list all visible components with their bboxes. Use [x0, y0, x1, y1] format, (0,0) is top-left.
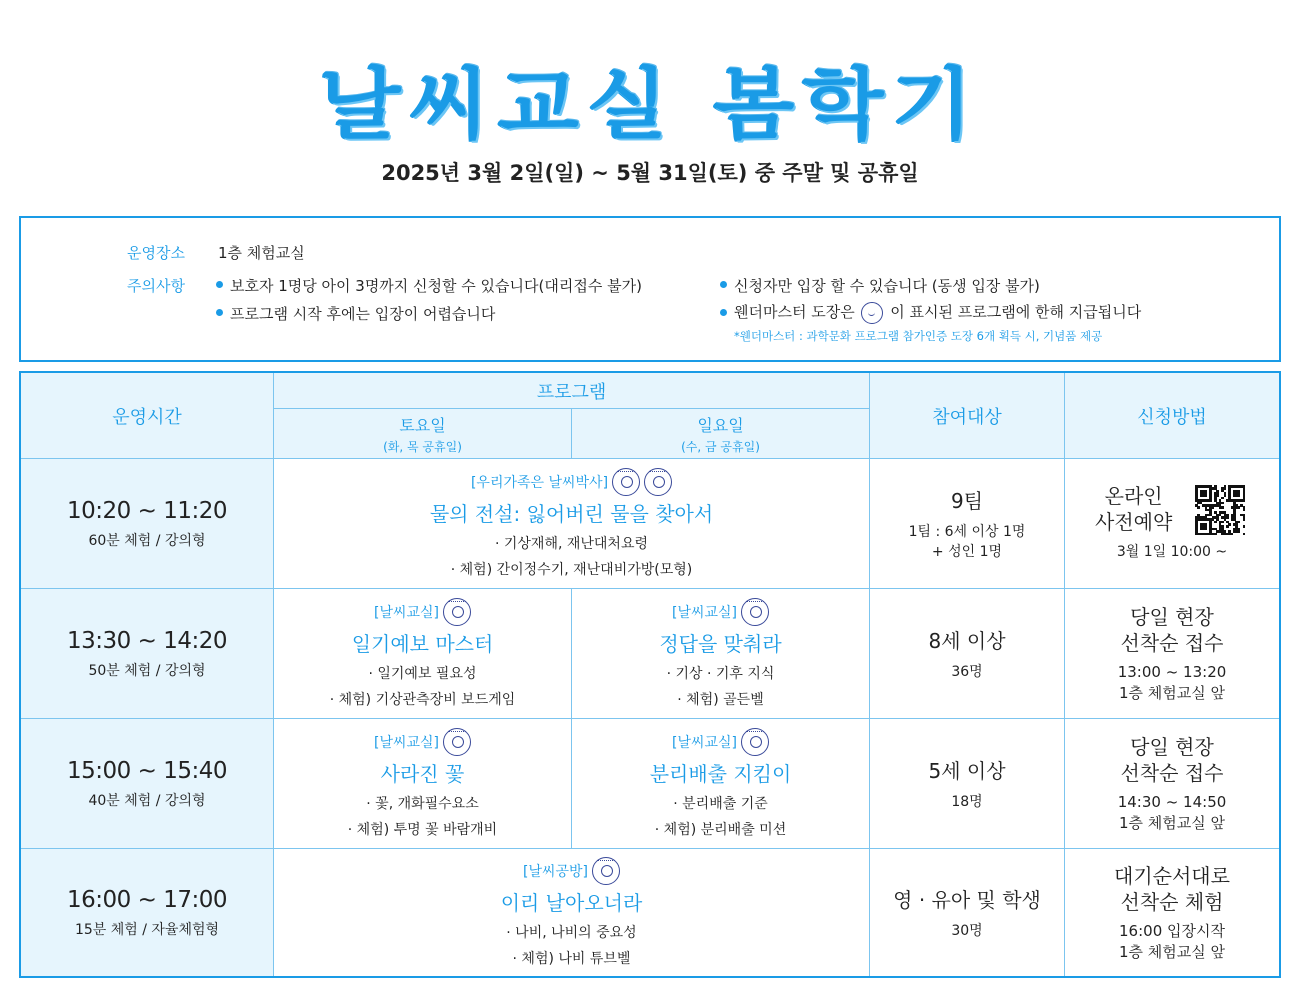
schedule-table — [19, 371, 1281, 978]
notice-note: *웬더마스터 : 과학문화 프로그램 참가인증 도장 6개 획득 시, 기념품 제공 — [734, 329, 1103, 343]
location-label: 운영장소 — [127, 244, 185, 262]
row2-method: 당일 현장 선착순 접수 13:00 ~ 13:20 1층 체험교실 앞 — [1065, 589, 1279, 719]
row1-time: 10:20 ~ 11:20 60분 체험 / 강의형 — [21, 459, 274, 589]
row2-time: 13:30 ~ 14:20 50분 체험 / 강의형 — [21, 589, 274, 719]
stamp-icon — [443, 728, 471, 756]
page-title: 날씨교실 봄학기 — [319, 59, 981, 150]
row3-saturday: [날씨교실] 사라진 꽃 · 꽃, 개화필수요소 · 체험) 투명 꽃 바람개비 — [274, 719, 572, 849]
header-sunday: 일요일 (수, 금 공휴일) — [572, 409, 870, 459]
row2-target: 8세 이상 36명 — [870, 589, 1065, 719]
bullet-icon — [216, 281, 223, 288]
row3-target: 5세 이상 18명 — [870, 719, 1065, 849]
stamp-icon — [612, 468, 640, 496]
notice-4-b: 이 표시된 프로그램에 한해 지급됩니다 — [890, 303, 1142, 321]
row2-sunday: [날씨교실] 정답을 맞춰라 · 기상 · 기후 지식 · 체험) 골든벨 — [572, 589, 870, 719]
row3-sunday: [날씨교실] 분리배출 지킴이 · 분리배출 기준 · 체험) 분리배출 미션 — [572, 719, 870, 849]
row1-program: [우리가족은 날씨박사] 물의 전설: 잃어버린 물을 찾아서 · 기상재해, 재난대처요령 · 체험) 간이정수기, 재난대비가방(모형) — [274, 459, 870, 589]
location-value: 1층 체험교실 — [218, 244, 305, 262]
header-saturday: 토요일 (화, 목 공휴일) — [274, 409, 572, 459]
qr-code-icon[interactable] — [1195, 485, 1245, 535]
row4-method: 대기순서대로 선착순 체험 16:00 입장시작 1층 체험교실 앞 — [1114, 863, 1230, 961]
stamp-icon — [741, 598, 769, 626]
stamp-icon — [861, 302, 883, 324]
page-subtitle: 2025년 3월 2일(일) ~ 5월 31일(토) 중 주말 및 공휴일 — [381, 161, 919, 185]
row1-target: 9팀 1팀 : 6세 이상 1명 + 성인 1명 — [870, 459, 1065, 589]
row1-method: 온라인 사전예약 3월 1일 10:00 ~ — [1065, 459, 1279, 589]
stamp-icon — [443, 598, 471, 626]
header-method: 신청방법 — [1065, 373, 1279, 459]
bullet-icon — [720, 281, 727, 288]
row3-time: 15:00 ~ 15:40 40분 체험 / 강의형 — [21, 719, 274, 849]
notice-4 — [734, 301, 1141, 324]
notice-2: 프로그램 시작 후에는 입장이 어렵습니다 — [230, 305, 496, 323]
notice-1: 보호자 1명당 아이 3명까지 신청할 수 있습니다(대리접수 불가) — [230, 277, 642, 295]
row4-target: 영 · 유아 및 학생 30명 — [870, 849, 1065, 976]
stamp-icon — [644, 468, 672, 496]
row2-saturday: [날씨교실] 일기예보 마스터 · 일기예보 필요성 · 체험) 기상관측장비 보드게임 — [274, 589, 572, 719]
bullet-icon — [216, 309, 223, 316]
info-box — [19, 216, 1281, 362]
stamp-icon — [741, 728, 769, 756]
notice-3: 신청자만 입장 할 수 있습니다 (동생 입장 불가) — [734, 277, 1040, 295]
stamp-icon — [592, 857, 620, 885]
row4-program: [날씨공방] 이리 날아오너라 · 나비, 나비의 중요성 · 체험) 나비 튜브벨 — [274, 849, 870, 976]
row4-time: 16:00 ~ 17:00 15분 체험 / 자율체험형 — [21, 849, 274, 976]
notice-label: 주의사항 — [127, 277, 185, 295]
header-program: 프로그램 — [274, 373, 870, 409]
notice-4-a: 웬더마스터 도장은 — [734, 303, 855, 321]
header-time: 운영시간 — [21, 373, 274, 459]
header-target: 참여대상 — [870, 373, 1065, 459]
row3-method: 당일 현장 선착순 접수 14:30 ~ 14:50 1층 체험교실 앞 — [1065, 719, 1279, 849]
bullet-icon — [720, 309, 727, 316]
